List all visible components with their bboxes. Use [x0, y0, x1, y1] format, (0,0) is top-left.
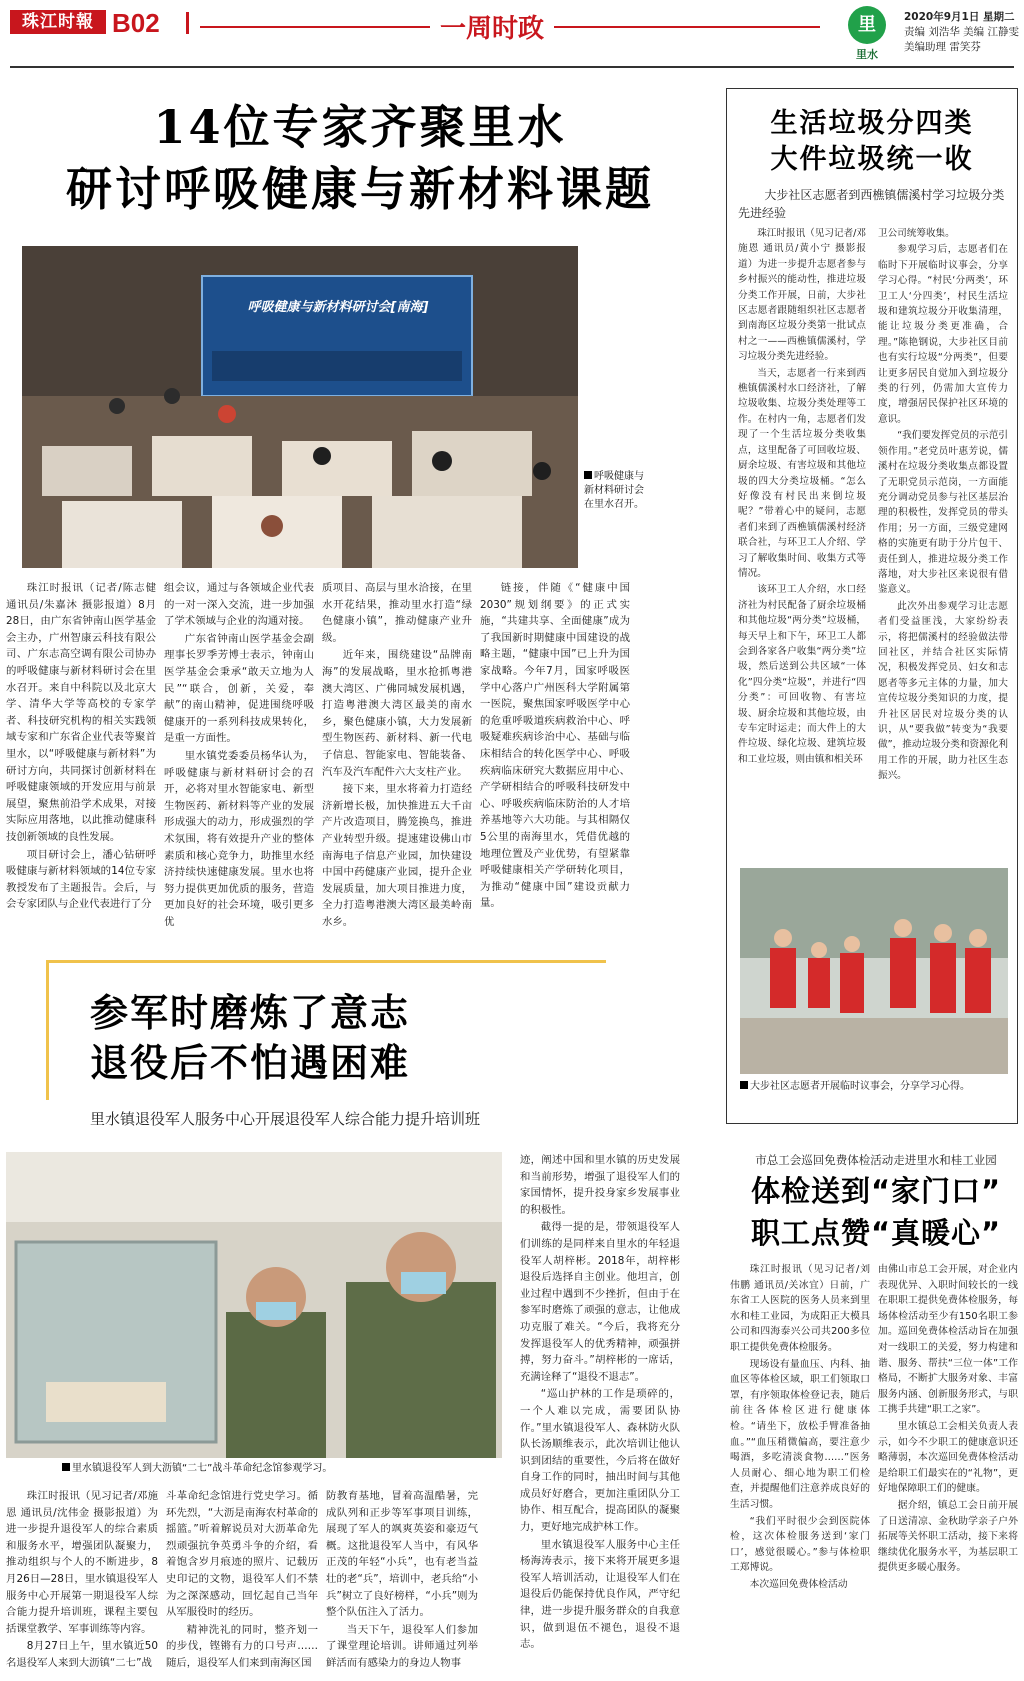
- article2-title-line-1: 参军时磨炼了意志: [90, 990, 411, 1035]
- paragraph: 本次巡回免费体检活动: [749, 1578, 848, 1590]
- article1-column-4: [480, 580, 630, 910]
- caption-square-icon: [740, 1081, 748, 1089]
- paragraph: 珠江时报讯（记者/陈志健 通讯员/朱嘉沐 摄影报道）8月28日，由广东省钟南山医学基金会主办，广州智康云科技有限公司、广东志高空调有限公司协办的呼吸健康与新材料研讨会在里水召开。来自中科院以及北京大学、清华大学等高校的专家学者、科技研究机构的相关实践领域专家和广东省企业代表等聚首里水，以“呼吸健康与新材料”为研讨方向，共同探讨创新材料在呼吸健康领域的开发应用与前景展望，聚焦前沿学术成果，对接实际应用落地，以此推动健康科技创新领域的良性发展。: [6, 582, 156, 843]
- paragraph: 广东省钟南山医学基金会副理事长罗季芳博士表示，钟南山医学基金会秉承“敢天立地为人民”“联合，创新，关爱，奉献”的南山精神，促进围绕呼吸健康开的一系列科技成果转化，是重一方面性。: [164, 632, 314, 745]
- lishui-emblem-icon: 里: [848, 6, 886, 44]
- headline-line-1: 14位专家齐聚里水: [153, 100, 567, 154]
- paragraph: 珠江时报讯（见习记者/邓施恩 通讯员/沈伟金 摄影报道）为进一步提升退役军人的综合素质和服务水平，增强团队凝聚力，推动组织与个人的不断进步，8月26日—28日，里水镇退役军人服务中心开展第一期退役军人综合能力提升培训班，课程主要包括课堂教学、军事训练等内容。: [6, 1490, 158, 1635]
- issue-date: 2020年9月1日 星期二: [904, 11, 1015, 23]
- sidebar-title-line-1: 生活垃圾分四类: [770, 108, 974, 139]
- paragraph: 接下来，里水将着力打造经济新增长极，加快推进五大千亩产片改造项目，腾笼换鸟，推进产业转型升级。提速建设佛山市南海电子信息产业园，加快建设中国中药健康产业园，提升企业发展质量，加大项目推进力度，全力打造粤港澳大湾区最美岭南水乡。: [322, 783, 472, 928]
- emblem-label: 里水: [856, 48, 878, 61]
- paragraph: 当天下午，退役军人们参加了课堂理论培训。讲师通过列举鲜活而有感染力的身边人物事: [326, 1623, 478, 1669]
- paragraph: “我们要发挥党员的示范引领作用。”老党员叶惠芳说，儒溪村在垃圾分类收集点都设置了无职党员示范岗，一方面能充分调动党员参与社区基层治理的积极性，发挥党员的带头作用；另一方面，三级党建网格的实施更有助于分片包干、责任到人，推进垃圾分类工作落地，对大步社区来说很有借鉴意义。: [878, 430, 1008, 596]
- article2-headline: [90, 988, 410, 1088]
- volunteers-photo: [740, 868, 1008, 1074]
- sidebar-subtitle: 大步社区志愿者到西樵镇儒溪村学习垃圾分类先进经验: [738, 188, 1005, 220]
- paragraph: 近年来，围绕建设“品牌南海”的发展战略，里水抢抓粤港澳大湾区、广佛同城发展机遇，打造粤港澳大湾区最美的南水乡，聚色健康小镇，大力发展新型生物医药、新材料、新一代电子信息、智能家电、智能装备、汽车及汽车配件六大支柱产业。: [322, 649, 472, 778]
- article1-column-1: [6, 580, 156, 911]
- article2-column-1: [6, 1488, 158, 1676]
- article2-subtitle: 里水镇退役军人服务中心开展退役军人综合能力提升培训班: [90, 1110, 481, 1128]
- paragraph: 迹，阐述中国和里水镇的历史发展和当前形势，增强了退役军人们的家国情怀，提升投身家乡发展事业的积极性。: [520, 1154, 680, 1216]
- paragraph: 由佛山市总工会开展，对企业内表现优异、入职时间较长的一线在职职工提供免费体检服务，每场体检活动至少有150名职工参加。巡回免费体检活动旨在加强对一线职工的关爱，努力构建和谐、服务、帮扶“三位一体”工作格局，不断扩大服务对象、丰富服务内涵、创新服务形式，与职工携手共建“职工之家”。: [878, 1264, 1018, 1416]
- caption-square-icon: [584, 471, 592, 479]
- article3-headline: [735, 1170, 1017, 1254]
- caption-text: 呼吸健康与新材料研讨会在里水召开。: [584, 471, 644, 510]
- sidebar-title-line-2: 大件垃圾统一收: [770, 144, 974, 175]
- article1-column-3: [322, 580, 472, 928]
- paragraph: 当天，志愿者一行来到西樵镇儒溪村水口经济社，了解垃圾收集、垃圾分类处理等工作。在村内一角，志愿者们发现了一个生活垃圾分类收集点，这里配备了可回收垃圾、厨余垃圾、有害垃圾和其他垃圾的四大分类垃圾桶。“怎么好像没有村民出来倒垃圾呢？”带着心中的疑问，志愿者们来到了西樵镇儒溪村经济联合社，与环卫工人介绍、学习了解收集时间、收集方式等情况。: [738, 367, 866, 579]
- article1-column-2: [164, 580, 314, 928]
- paragraph: 现场设有量血压、内科、抽血区等体检区域，职工们领取口罩，有序领取体检登记表，随后前往各体检区进行健康体检。“请坐下，放松手臂准备抽血。”“血压稍微偏高，要注意少喝酒，多吃清淡食物……”医务人员耐心、细心地为职工们检查，并提醒他们注意养成良好的生活习惯。: [730, 1358, 870, 1510]
- section-title: 一周时政: [430, 8, 554, 45]
- paragraph: 该环卫工人介绍，水口经济社为村民配备了厨余垃圾桶和其他垃圾“两分类”垃圾桶，每天早上和下午，环卫工人都会到各家各户收集“两分类”垃圾，然后送到公共区域“一体化”四分类“垃圾”，并进行“四分类”：可回收物、有害垃圾、厨余垃圾和其他垃圾，由专车定时运走；而大件上的大件垃圾、绿化垃圾、建筑垃圾和工业垃圾，则由镇和相关环: [738, 584, 866, 765]
- newspaper-logo: 珠江时報: [10, 10, 106, 34]
- veterans-photo: [6, 1152, 502, 1458]
- paragraph: 卫公司统筹收集。: [878, 228, 955, 239]
- caption-square-icon: [62, 1463, 70, 1471]
- assistant-credits: 美编助理 雷笑芬: [904, 41, 981, 53]
- sidebar-headline: [736, 106, 1008, 178]
- paragraph: “我们平时很少会到医院体检，这次体检服务送到‘家门口’，感觉很暖心。”参与体检职工郑博说。: [730, 1515, 870, 1574]
- paragraph: 此次外出参观学习让志愿者们受益匪浅，大家纷纷表示，将把儒溪村的经验做法带回社区，并结合社区实际情况，积极发挥党员、妇女和志愿者等多元主体的力量，加大宣传垃圾分类知识的力度，提升社区居民对垃圾分类的认识，从“要我做”转变为“我要做”，推动垃圾分类和资源化利用工作的开展，助力社区生态振兴。: [878, 600, 1008, 782]
- paragraph: 精神洗礼的同时，整齐划一的步伐，铿锵有力的口号声……随后，退役军人们来到南海区国: [166, 1623, 318, 1669]
- article3-kicker: 市总工会巡回免费体检活动走进里水和桂工业园: [755, 1153, 997, 1167]
- paragraph: 里水镇总工会相关负责人表示，如今不少职工的健康意识还略薄弱，本次巡回免费体检活动是给职工们最实在的“礼物”，更好地保障职工们的健康。: [878, 1420, 1018, 1495]
- paragraph: 珠江时报讯（见习记者/刘伟鹏 通讯员/关冰宜）日前，广东省工人医院的医务人员来到里水和桂工业园，为成阳正大模具公司和四海泰兴公司共200多位职工提供免费体检服务。: [730, 1264, 870, 1353]
- paragraph: 8月27日上午，里水镇近50名退役军人来到大沥镇“二七”战: [6, 1640, 158, 1669]
- article2-title-line-2: 退役后不怕遇困难: [90, 1040, 411, 1085]
- paragraph: 截得一提的是，带领退役军人们训练的是同样来自里水的年轻退役军人胡梓彬。2018年，胡梓彬退役后选择自主创业。他坦言，创业过程中遇到不少挫折，但由于在参军时磨炼了顽强的意志，让他成功克服了难关。“今后，我将充分发挥退役军人的优秀精神，顽强拼搏，努力奋斗。”胡梓彬的一席话，充满诠释了“退役不退志”。: [520, 1221, 680, 1383]
- conference-photo-caption: [584, 470, 648, 512]
- paragraph: 组会议，通过与各领域企业代表的一对一深入交流，进一步加强了学术领域与企业的沟通对接。: [164, 582, 314, 628]
- paragraph: 斗革命纪念馆进行党史学习。循环先烈，“大沥是南海农村革命的摇篮。”听着解说员对大沥革命先烈顽强抗争英勇斗争的介绍，看着饱含岁月痕迹的照片、记载历史印记的文物，退役军人们不禁为之深深感动，回忆起自己当年从军服役时的经历。: [166, 1490, 318, 1619]
- page-number: B02: [112, 8, 160, 38]
- sidebar-column-1: [738, 226, 866, 856]
- veterans-photo-caption: [62, 1462, 502, 1476]
- paragraph: 质项目、高层与里水洽接，在里水开花结果，推动里水打造“绿色健康小镇”，推动健康产业升级。: [322, 582, 472, 644]
- article1-headline: [10, 96, 710, 220]
- paragraph: 链接，伴随《“健康中国2030”规划纲要》的正式实施，“共建共享、全面健康”成为了我国新时期健康中国建设的战略主题，“健康中国”已上升为国家战略。今年7月，国家呼吸医学中心落户广州医科大学附属第一医院，聚焦国家呼吸医学中心的危重呼吸道疾病救治中心、呼吸疑难疾病诊治中心、基础与临床相结合的转化医学中心、呼吸疾病临床研究大数据应用中心、产学研相结合的呼吸科技研发中心、呼吸疾病临床防治的人才培养基地等六大功能。与其相隔仅5公里的南海里水，凭借优越的地理位置及产业优势，有望紧靠呼吸健康相关产学研转化项目，为推动“健康中国”建设贡献力量。: [480, 582, 630, 910]
- conference-photo: [22, 246, 578, 568]
- article2-column-4: [520, 1152, 680, 1676]
- paragraph: 参观学习后，志愿者们在临时下开展临时议事会，分享学习心得。“村民‘分两类’，环卫工人‘分四类’，村民生活垃圾和建筑垃圾分开收集清理，能让垃圾分类更准确，合理。”陈艳钢说，大步社区目前也有实行垃圾“分两类”，但要让更多居民自觉加入到垃圾分类的行列，仍需加大宣传力度，增强居民保护社区环境的意识。: [878, 244, 1008, 425]
- headline-line-2: 研讨呼吸健康与新材料课题: [66, 162, 654, 216]
- paragraph: “巡山护林的工作是琐碎的，一个人难以完成，需要团队协作。”里水镇退役军人、森林防火队队长汤顺维表示，此次培训让他认识到团结的重要性，今后将在做好自身工作的同时，抽出时间与其他成员好好磨合，更加注重团队分工协作、相互配合，提高团队的凝聚力，更好地完成护林工作。: [520, 1388, 680, 1534]
- paragraph: 据介绍，镇总工会日前开展了日送清凉、金秋助学亲子户外拓展等关怀职工活动，接下来将继续优化服务水平，为基层职工提供更多暖心服务。: [878, 1499, 1018, 1574]
- paragraph: 珠江时报讯（见习记者/邓施恩 通讯员/黄小宁 摄影报道）为进一步提升志愿者参与乡村振兴的能动性，推进垃圾分类工作开展，日前，大步社区志愿者跟随组织社区志愿者到南海区垃圾分类第一批试点村之一——西樵镇儒溪村，学习垃圾分类先进经验。: [738, 228, 866, 363]
- article3-title-line-2: 职工点赞“真暖心”: [750, 1216, 1002, 1250]
- paragraph: 里水镇党委委员杨华认为，呼吸健康与新材料研讨会的召开，必将对里水智能家电、新型生物医药、新材料等产业的发展形成强大的动力，形成强烈的学术氛围，将有效提升产业的整体素质和核心竞争力，助推里水经济持续快速健康发展。里水也将努力提供更加优质的服务，营造更加良好的社会环境，吸引更多优: [164, 749, 314, 928]
- page-top-rule: [10, 66, 1014, 68]
- caption-text: 大步社区志愿者开展临时议事会，分享学习心得。: [750, 1081, 970, 1092]
- article2-column-2: [166, 1488, 318, 1676]
- volunteers-photo-caption: [740, 1080, 1008, 1094]
- article3-title-line-1: 体检送到“家门口”: [750, 1174, 1002, 1208]
- masthead-meta: [904, 10, 1024, 55]
- editor-credits: 责编 刘浩华 美编 江静雯: [904, 26, 1020, 38]
- article3-column-2: [878, 1262, 1018, 1676]
- caption-text: 里水镇退役军人到大沥镇“二七”战斗革命纪念馆参观学习。: [72, 1463, 333, 1474]
- sidebar-column-2: [878, 226, 1008, 856]
- masthead-divider: [186, 12, 189, 34]
- conference-banner-text: 呼吸健康与新材料研讨会[南海]: [247, 300, 429, 315]
- paragraph: 防教育基地，冒着高温酷暑，完成队列和正步等军事项目训练，展现了军人的飒爽英姿和豪迈气概。这批退役军人当中，有风华正茂的年轻“小兵”，也有老当益壮的老“兵”，培训中，老兵给“小兵”树立了良好榜样，“小兵”则为整个队伍注入了活力。: [326, 1490, 478, 1619]
- paragraph: 里水镇退役军人服务中心主任杨海涛表示，接下来将开展更多退役军人培训活动，让退役军人们在退役后仍能保持优良作风，严守纪律，进一步提升服务群众的自我意识，做到退伍不褪色，退役不退志。: [520, 1538, 680, 1651]
- article3-column-1: [730, 1262, 870, 1676]
- article2-column-3: [326, 1488, 478, 1676]
- paragraph: 项目研讨会上，潘心钻研呼吸健康与新材料领域的14位专家教授发布了主题报告。会后，与会专家团队与企业代表进行了分: [6, 848, 156, 911]
